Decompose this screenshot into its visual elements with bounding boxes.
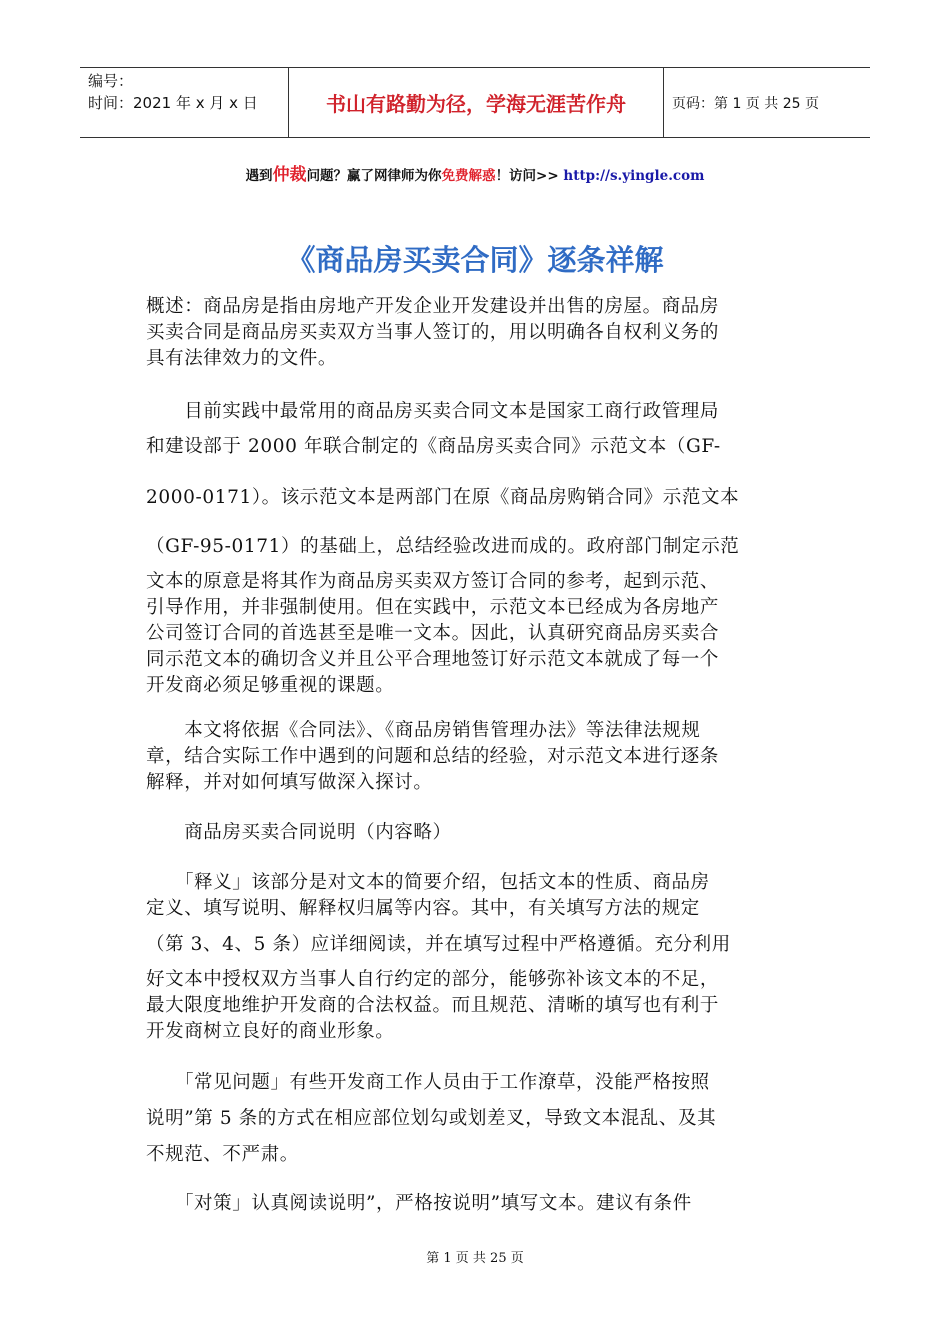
text-line: 买卖合同是商品房买卖双方当事人签订的，用以明确各自权利义务的 (146, 322, 720, 343)
text-line: 引导作用，并非强制使用。但在实践中，示范文本已经成为各房地产 (146, 597, 720, 618)
text-line: 「释义」该部分是对文本的简要介绍，包括文本的性质、商品房 (146, 872, 710, 893)
text-line: 不规范、不严肃。 (146, 1144, 299, 1165)
text-line: 开发商必须足够重视的课题。 (146, 675, 395, 696)
text-line: 定义、填写说明、解释权归属等内容。其中，有关填写方法的规定 (146, 898, 700, 919)
ad-text-3: ！访问>> (495, 168, 564, 184)
ad-text-2: 问题？赢了网律师为你 (306, 168, 442, 184)
ad-text-1: 遇到 (245, 168, 273, 184)
document-title: 《商品房买卖合同》逐条祥解 (286, 243, 664, 277)
text-line: 公司签订合同的首选甚至是唯一文本。因此，认真研究商品房买卖合 (146, 623, 720, 644)
text-line: （第 3、4、5 条）应详细阅读，并在填写过程中严格遵循。充分利用 (146, 934, 731, 955)
page-footer: 第 1 页 共 25 页 (426, 1251, 524, 1266)
ad-banner (0, 160, 950, 185)
ad-free-text: 免费解惑 (441, 168, 496, 184)
text-line: 「常见问题」有些开发商工作人员由于工作潦草，没能严格按照 (146, 1072, 710, 1093)
text-line: 「对策」认真阅读说明”，严格按说明”填写文本。建议有条件 (146, 1193, 692, 1214)
header-page-info: 页码：第 1 页 共 25 页 (672, 95, 819, 112)
text-line: 解释，并对如何填写做深入探讨。 (146, 772, 433, 793)
header-meta (80, 68, 288, 137)
text-line: （GF-95-0171）的基础上，总结经验改进而成的。政府部门制定示范 (146, 536, 740, 557)
text-line: 好文本中授权双方当事人自行约定的部分，能够弥补该文本的不足， (146, 969, 720, 990)
text-line: 章，结合实际工作中遇到的问题和总结的经验，对示范文本进行逐条 (146, 746, 720, 767)
time-label: 时间：2021 年 x 月 x 日 (88, 94, 258, 112)
text-line: 开发商树立良好的商业形象。 (146, 1021, 395, 1042)
text-line: 同示范文本的确切含义并且公平合理地签订好示范文本就成了每一个 (146, 649, 720, 670)
text-line: 文本的原意是将其作为商品房买卖双方签订合同的参考，起到示范、 (146, 571, 720, 592)
text-line: 说明”第 5 条的方式在相应部位划勾或划差叉，导致文本混乱、及其 (146, 1108, 717, 1129)
text-line: 本文将依据《合同法》、《商品房销售管理办法》等法律法规规 (146, 720, 701, 741)
text-line: 和建设部于 2000 年联合制定的《商品房买卖合同》示范文本（GF- (146, 436, 721, 457)
text-line: 具有法律效力的文件。 (146, 348, 338, 369)
text-line: 最大限度地维护开发商的合法权益。而且规范、清晰的填写也有利于 (146, 995, 720, 1016)
text-line: 2000-0171）。该示范文本是两部门在原《商品房购销合同》示范文本 (146, 487, 740, 508)
number-label: 编号： (88, 72, 134, 90)
text-line: 目前实践中最常用的商品房买卖合同文本是国家工商行政管理局 (146, 401, 720, 422)
text-line: 商品房买卖合同说明（内容略） (146, 822, 452, 843)
header-motto: 书山有路勤为径，学海无涯苦作舟 (288, 68, 664, 137)
text-line: 概述：商品房是指由房地产开发企业开发建设并出售的房屋。商品房 (146, 296, 720, 317)
ad-keyword: 仲裁 (272, 165, 307, 185)
document-header (80, 67, 870, 138)
ad-link[interactable]: http://s.yingle.com (563, 168, 705, 184)
